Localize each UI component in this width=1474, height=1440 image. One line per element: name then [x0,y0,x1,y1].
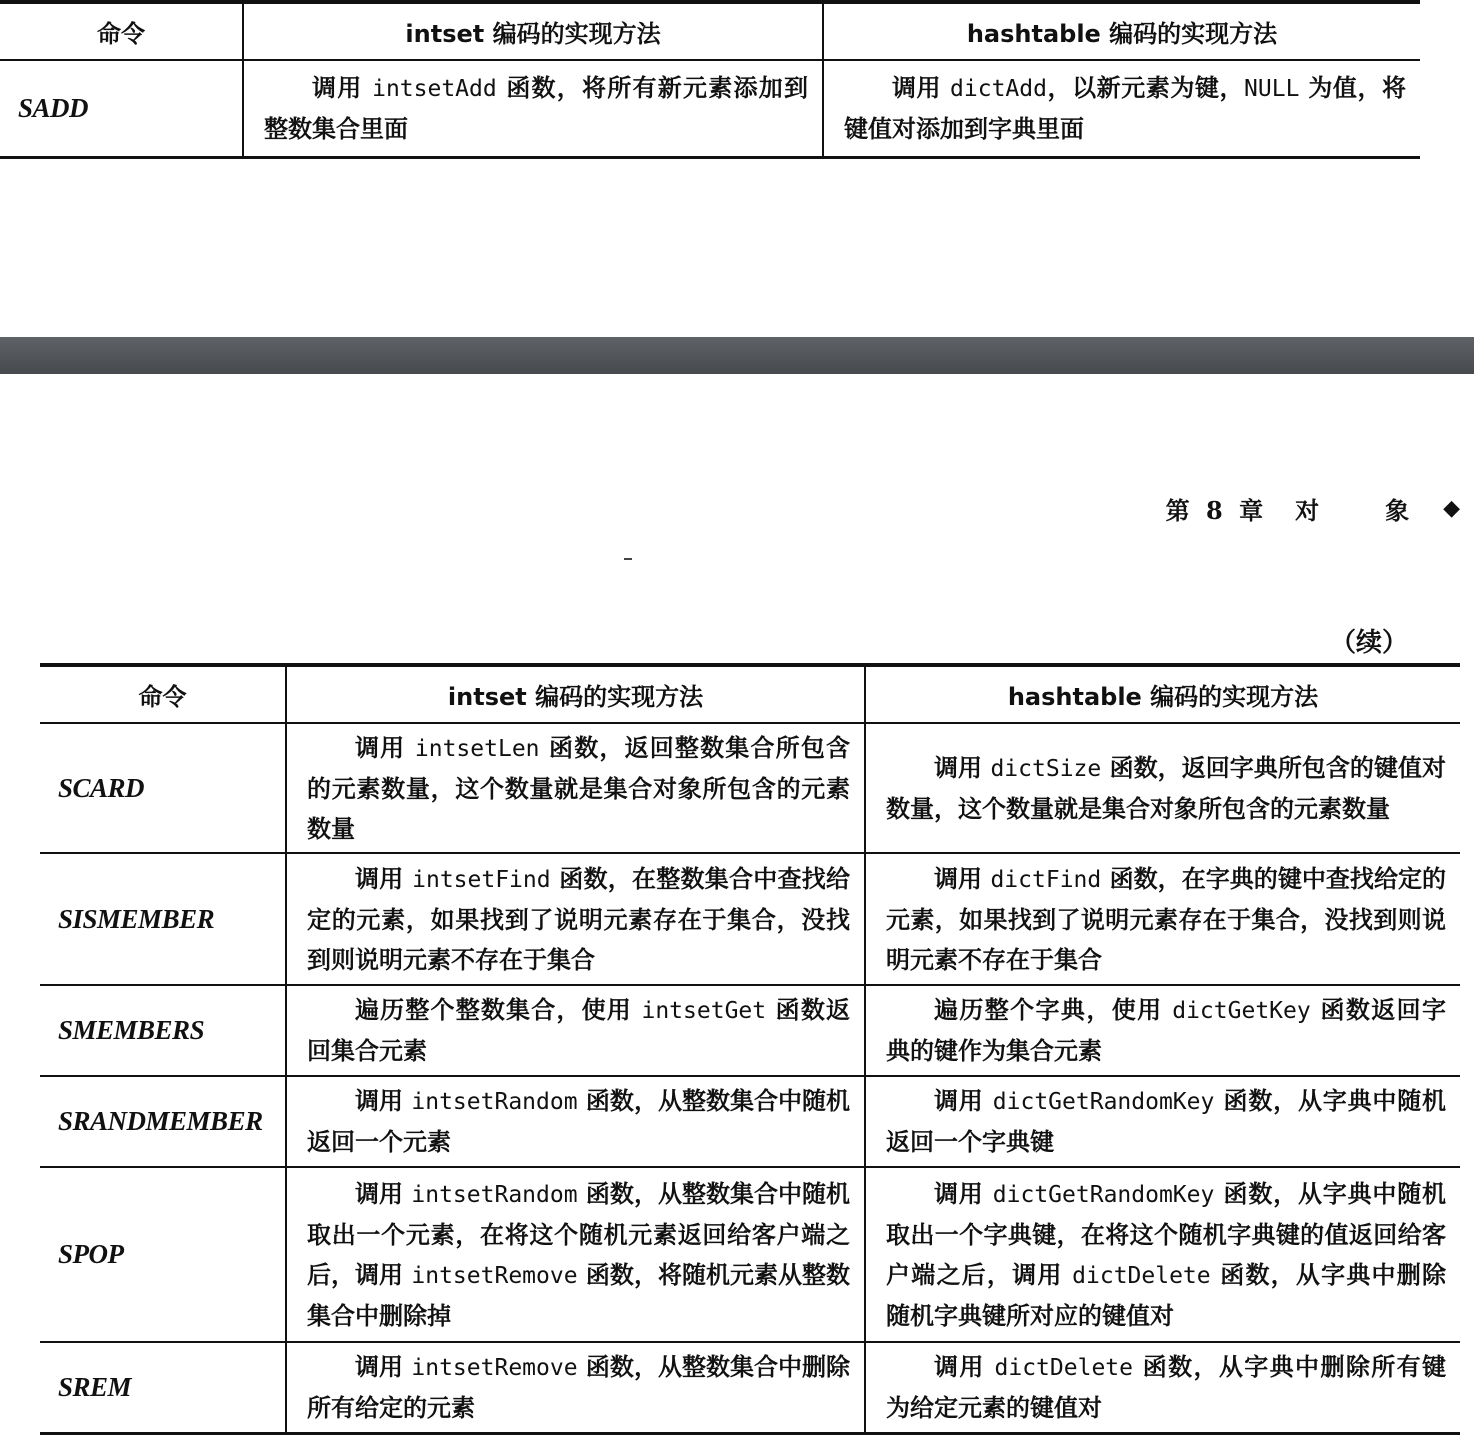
command-cell: SADD [18,93,89,123]
function-name: intsetRemove [411,1262,578,1289]
header-intset: intset 编码的实现方法 [243,2,823,60]
hashtable-implementation-cell: 调用 dictGetRandomKey 函数，从字典中随机返回一个字典键 [865,1076,1460,1167]
hashtable-implementation-cell: 遍历整个字典，使用 dictGetKey 函数返回字典的键作为集合元素 [865,985,1460,1076]
function-name: NULL [1244,76,1300,102]
intset-implementation-cell: 调用 intsetFind 函数，在整数集合中查找给定的元素，如果找到了说明元素存在于集合，没找到则说明元素不存在于集合 [286,853,865,985]
table-row [40,1342,1460,1433]
table-row [40,1167,1460,1342]
function-name: dictFind [990,866,1102,893]
hashtable-implementation-cell: 调用 dictDelete 函数，从字典中删除所有键为给定元素的键值对 [865,1342,1460,1433]
command-cell: SREM [40,1342,286,1433]
command-cell: SMEMBERS [40,985,286,1076]
table-row [40,853,1460,985]
table-row [40,723,1460,853]
page-separator-band [0,337,1474,374]
hashtable-implementation-cell: 调用 dictSize 函数，返回字典所包含的键值对数量，这个数量就是集合对象所包含的元素数量 [865,723,1460,853]
header-intset: intset 编码的实现方法 [286,665,865,723]
intset-implementation-cell: 调用 intsetRandom 函数，从整数集合中随机返回一个元素 [286,1076,865,1167]
hashtable-implementation-cell: 调用 dictFind 函数，在字典的键中查找给定的元素，如果找到了说明元素存在于集合，没找到则说明元素不存在于集合 [865,853,1460,985]
function-name: dictDelete [1072,1262,1211,1289]
command-cell: SPOP [40,1167,286,1342]
function-name: intsetAdd [372,76,497,102]
chapter-title-part-1: 对 [1295,495,1320,525]
intset-implementation-cell: 调用 intsetRandom 函数，从整数集合中随机取出一个元素，在将这个随机元素返回给客户端之后，调用 intsetRemove 函数，将随机元素从整数集合中删除掉 [286,1167,865,1342]
table-row [40,985,1460,1076]
diamond-marker-icon: ◆ [1443,495,1460,521]
command-cell: SRANDMEMBER [40,1076,286,1167]
header-hashtable: hashtable 编码的实现方法 [823,2,1420,60]
function-name: intsetRandom [411,1089,578,1115]
intset-implementation-cell: 遍历整个整数集合，使用 intsetGet 函数返回集合元素 [286,985,865,1076]
function-name: dictGetKey [1172,998,1311,1024]
running-header [1166,488,1460,528]
table-row [0,60,1420,158]
function-name: dictGetRandomKey [992,1181,1215,1208]
previous-page-table-fragment [0,0,1420,159]
print-speck [624,558,632,560]
chapter-number: 第 8 章 [1165,495,1266,525]
intset-implementation-cell: 调用 intsetAdd 函数，将所有新元素添加到整数集合里面 [243,60,823,158]
command-cell: SCARD [58,772,145,803]
function-name: intsetRandom [411,1181,578,1208]
hashtable-implementation-cell: 调用 dictGetRandomKey 函数，从字典中随机取出一个字典键，在将这个随机字典键的值返回给客户端之后，调用 dictDelete 函数，从字典中删除随机字典键所对应的键值对 [865,1167,1460,1342]
function-name: dictDelete [994,1354,1133,1381]
function-name: intsetGet [641,998,767,1024]
function-name: dictGetRandomKey [992,1089,1215,1115]
hashtable-implementation-cell: 调用 dictAdd，以新元素为键，NULL 为值，将键值对添加到字典里面 [823,60,1420,158]
function-name: intsetFind [412,866,551,893]
function-name: intsetLen [414,735,540,762]
function-name: dictAdd [950,76,1047,102]
header-command: 命令 [40,665,286,723]
function-name: dictSize [990,755,1102,782]
function-name: intsetRemove [411,1354,578,1381]
intset-implementation-cell: 调用 intsetRemove 函数，从整数集合中删除所有给定的元素 [286,1342,865,1433]
header-command: 命令 [0,2,243,60]
header-hashtable: hashtable 编码的实现方法 [865,665,1460,723]
table-row [40,1076,1460,1167]
set-commands-table [40,663,1460,1435]
chapter-title-part-2: 象 [1385,495,1410,525]
command-cell: SISMEMBER [40,853,286,985]
intset-implementation-cell: 调用 intsetLen 函数，返回整数集合所包含的元素数量，这个数量就是集合对象所包含的元素数量 [286,723,865,853]
continued-label: （续） [1330,628,1409,658]
